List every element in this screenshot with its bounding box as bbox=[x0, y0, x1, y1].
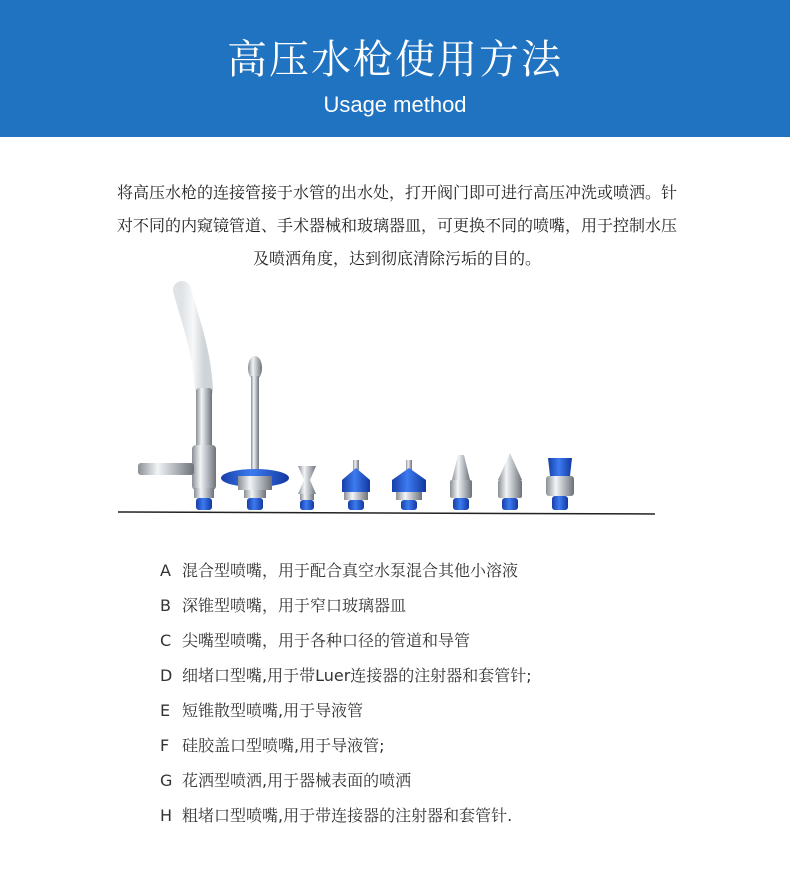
list-item bbox=[160, 661, 720, 696]
list-item-letter: G bbox=[160, 771, 173, 790]
list-item bbox=[160, 731, 720, 766]
list-item-letter: F bbox=[160, 736, 170, 755]
list-item-text: 粗堵口型喷嘴,用于带连接器的注射器和套管针. bbox=[182, 806, 513, 825]
nozzle-e-illustration bbox=[450, 455, 472, 510]
hose-tube bbox=[182, 290, 204, 390]
nozzle-g-illustration bbox=[546, 458, 574, 510]
list-item bbox=[160, 766, 720, 801]
list-item-letter: D bbox=[160, 666, 173, 685]
list-item-text: 混合型喷嘴，用于配合真空水泵混合其他小溶液 bbox=[182, 561, 519, 580]
list-item bbox=[160, 626, 720, 661]
nozzle-f-illustration bbox=[498, 453, 522, 510]
list-item-letter: H bbox=[160, 806, 173, 825]
nozzle-b-illustration bbox=[298, 466, 316, 510]
list-item bbox=[160, 556, 720, 591]
list-item-letter: E bbox=[160, 701, 171, 720]
list-item-letter: C bbox=[160, 631, 172, 650]
list-item-text: 硅胶盖口型喷嘴,用于导液管; bbox=[182, 736, 385, 755]
intro-line: 及喷洒角度，达到彻底清除污垢的目的。 bbox=[252, 249, 541, 268]
list-item bbox=[160, 591, 720, 626]
header-banner bbox=[0, 0, 790, 137]
list-item-text: 深锥型喷嘴，用于窄口玻璃器皿 bbox=[182, 596, 407, 615]
page-subtitle: Usage method bbox=[323, 92, 467, 117]
list-item bbox=[160, 696, 720, 731]
list-item-letter: A bbox=[160, 561, 171, 580]
base-line bbox=[118, 512, 655, 514]
intro-line: 对不同的内窥镜管道、手术器械和玻璃器皿，可更换不同的喷嘴，用于控制水压 bbox=[116, 216, 677, 235]
list-item-text: 细堵口型嘴,用于带Luer连接器的注射器和套管针; bbox=[182, 666, 532, 685]
gun-body bbox=[196, 388, 212, 448]
nozzle-a-illustration bbox=[221, 356, 289, 510]
intro-line: 将高压水枪的连接管接于水管的出水处，打开阀门即可进行高压冲洗或喷洒。针 bbox=[116, 183, 677, 202]
intro-paragraph bbox=[52, 176, 742, 275]
spray-gun-illustration bbox=[110, 280, 670, 520]
list-item-letter: B bbox=[160, 596, 171, 615]
nozzle-list bbox=[160, 556, 720, 836]
page-title: 高压水枪使用方法 bbox=[227, 37, 563, 83]
list-item-text: 花洒型喷洒,用于器械表面的喷洒 bbox=[182, 771, 412, 790]
list-item-text: 尖嘴型喷嘴，用于各种口径的管道和导管 bbox=[182, 631, 471, 650]
nozzle-c-illustration bbox=[342, 460, 370, 510]
list-item-text: 短锥散型喷嘴,用于导液管 bbox=[182, 701, 364, 720]
list-item bbox=[160, 801, 720, 836]
nozzle-d-illustration bbox=[392, 460, 426, 510]
